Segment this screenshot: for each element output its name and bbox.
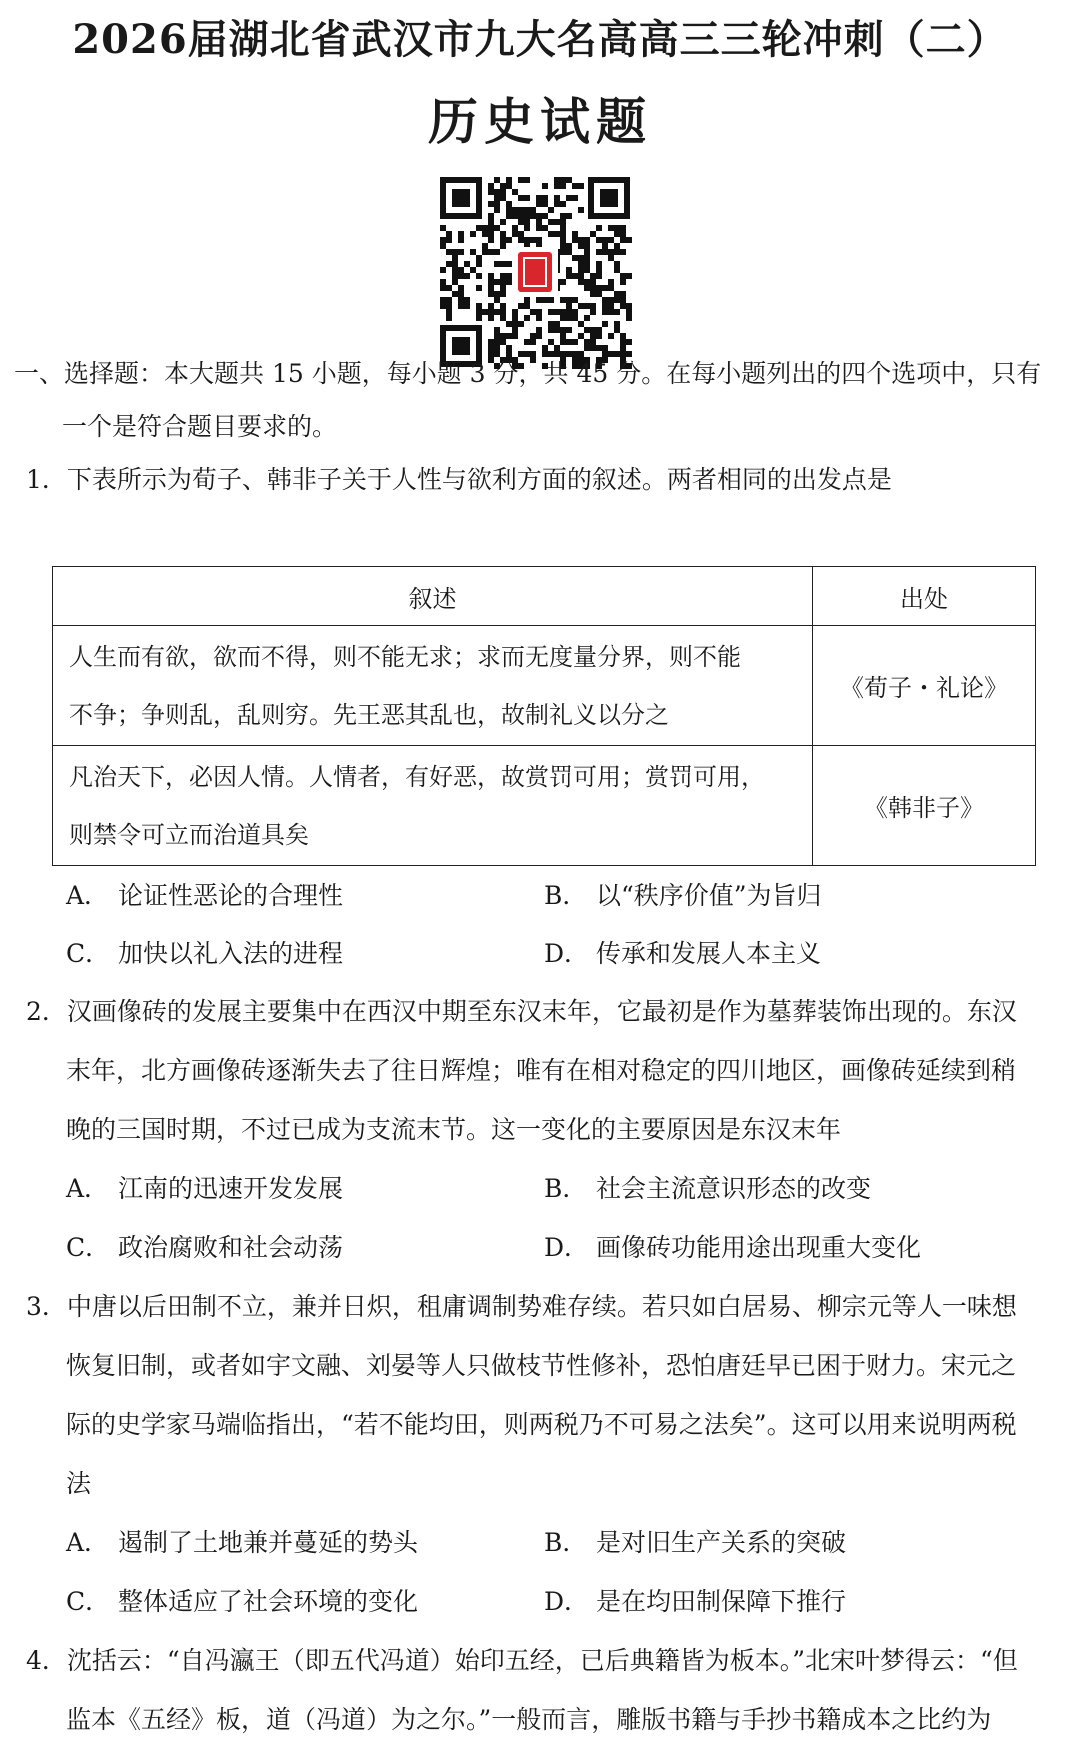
table-cell-text-line: 则禁令可立而治道具矣	[69, 820, 309, 849]
question-1-stem: 1．下表所示为荀子、韩非子关于人性与欲利方面的叙述。两者相同的出发点是	[26, 465, 892, 494]
q1-option-c[interactable]	[66, 938, 343, 970]
question-3-line2: 恢复旧制，或者如宇文融、刘晏等人只做枝节性修补，恐怕唐廷早已困于财力。宋元之	[66, 1351, 1017, 1380]
exam-title: 2026届湖北省武汉市九大名高高三三轮冲刺（二）	[72, 16, 1008, 63]
option-text: 是对旧生产关系的突破	[596, 1528, 847, 1557]
option-text: 政治腐败和社会动荡	[118, 1233, 344, 1262]
option-letter: A．	[66, 1174, 110, 1203]
option-text: 是在均田制保障下推行	[596, 1587, 847, 1616]
option-text: 遏制了土地兼并蔓延的势头	[118, 1528, 419, 1557]
option-letter: B．	[544, 1528, 588, 1557]
option-text: 整体适应了社会环境的变化	[118, 1587, 419, 1616]
option-letter: D．	[544, 939, 590, 968]
option-letter: C．	[66, 1233, 111, 1262]
option-letter: C．	[66, 1587, 111, 1616]
question-2-line1: 2．汉画像砖的发展主要集中在西汉中期至东汉末年，它最初是作为墓葬装饰出现的。东汉	[26, 997, 1017, 1026]
q1-option-d[interactable]	[544, 938, 821, 970]
question-3-line1: 3．中唐以后田制不立，兼并日炽，租庸调制势难存续。若只如白居易、柳宗元等人一味想	[26, 1292, 1017, 1321]
option-letter: B．	[544, 1174, 588, 1203]
table-row	[53, 746, 1036, 866]
q3-option-b[interactable]	[544, 1527, 846, 1559]
q3-option-d[interactable]	[544, 1586, 846, 1618]
table-cell-text	[53, 746, 813, 866]
q2-option-a[interactable]	[66, 1173, 343, 1205]
option-letter: C．	[66, 939, 111, 968]
table-cell-source: 《韩非子》	[813, 746, 1036, 866]
option-text: 以“秩序价值”为旨归	[596, 881, 822, 910]
table-header-source: 出处	[813, 567, 1036, 626]
option-text: 论证性恶论的合理性	[118, 881, 344, 910]
option-text: 传承和发展人本主义	[596, 939, 822, 968]
question-2-line2: 末年，北方画像砖逐渐失去了往日辉煌；唯有在相对稳定的四川地区，画像砖延续到稍	[66, 1056, 1017, 1085]
option-letter: A．	[66, 881, 110, 910]
option-text: 江南的迅速开发发展	[118, 1174, 344, 1203]
q3-option-c[interactable]	[66, 1586, 418, 1618]
table-cell-source: 《荀子・礼论》	[813, 626, 1036, 746]
table-header-row	[53, 567, 1036, 626]
option-text: 社会主流意识形态的改变	[596, 1174, 872, 1203]
section-instruction-line1: 一、选择题：本大题共 15 小题，每小题 3 分，共 45 分。在每小题列出的四个选项中，只有	[14, 359, 1042, 388]
table-cell-text-line: 凡治天下，必因人情。人情者，有好恶，故赏罚可用；赏罚可用，	[69, 762, 765, 791]
option-letter: D．	[544, 1233, 590, 1262]
q2-option-d[interactable]	[544, 1232, 921, 1264]
question-4-line1: 4．沈括云：“自冯瀛王（即五代冯道）始印五经，已后典籍皆为板本。”北宋叶梦得云：“但	[26, 1646, 1018, 1675]
question-4-line2: 监本《五经》板，道（冯道）为之尔。”一般而言，雕版书籍与手抄书籍成本之比约为	[66, 1705, 992, 1734]
q1-option-a[interactable]	[66, 880, 343, 912]
option-text: 画像砖功能用途出现重大变化	[596, 1233, 922, 1262]
option-letter: A．	[66, 1528, 110, 1557]
q2-option-b[interactable]	[544, 1173, 871, 1205]
question-3-line3: 际的史学家马端临指出，“若不能均田，则两税乃不可易之法矣”。这可以用来说明两税	[66, 1410, 1017, 1439]
section-instruction-line2: 一个是符合题目要求的。	[62, 412, 338, 441]
table-cell-text	[53, 626, 813, 746]
option-letter: B．	[544, 881, 588, 910]
table-header-description: 叙述	[53, 567, 813, 626]
question-3-line4: 法	[66, 1469, 92, 1498]
qr-code-graphic	[438, 175, 632, 369]
q3-option-a[interactable]	[66, 1527, 418, 1559]
table-cell-text-line: 不争；争则乱，乱则穷。先王恶其乱也，故制礼义以分之	[69, 700, 669, 729]
qr-code-icon	[438, 175, 632, 369]
quote-table	[52, 566, 1036, 866]
option-text: 加快以礼入法的进程	[118, 939, 344, 968]
exam-subject-title: 历史试题	[428, 92, 652, 151]
q2-option-c[interactable]	[66, 1232, 343, 1264]
q1-option-b[interactable]	[544, 880, 822, 912]
question-2-line3: 晚的三国时期，不过已成为支流末节。这一变化的主要原因是东汉末年	[66, 1115, 842, 1144]
table-row	[53, 626, 1036, 746]
option-letter: D．	[544, 1587, 590, 1616]
table-cell-text-line: 人生而有欲，欲而不得，则不能无求；求而无度量分界，则不能	[69, 642, 741, 671]
